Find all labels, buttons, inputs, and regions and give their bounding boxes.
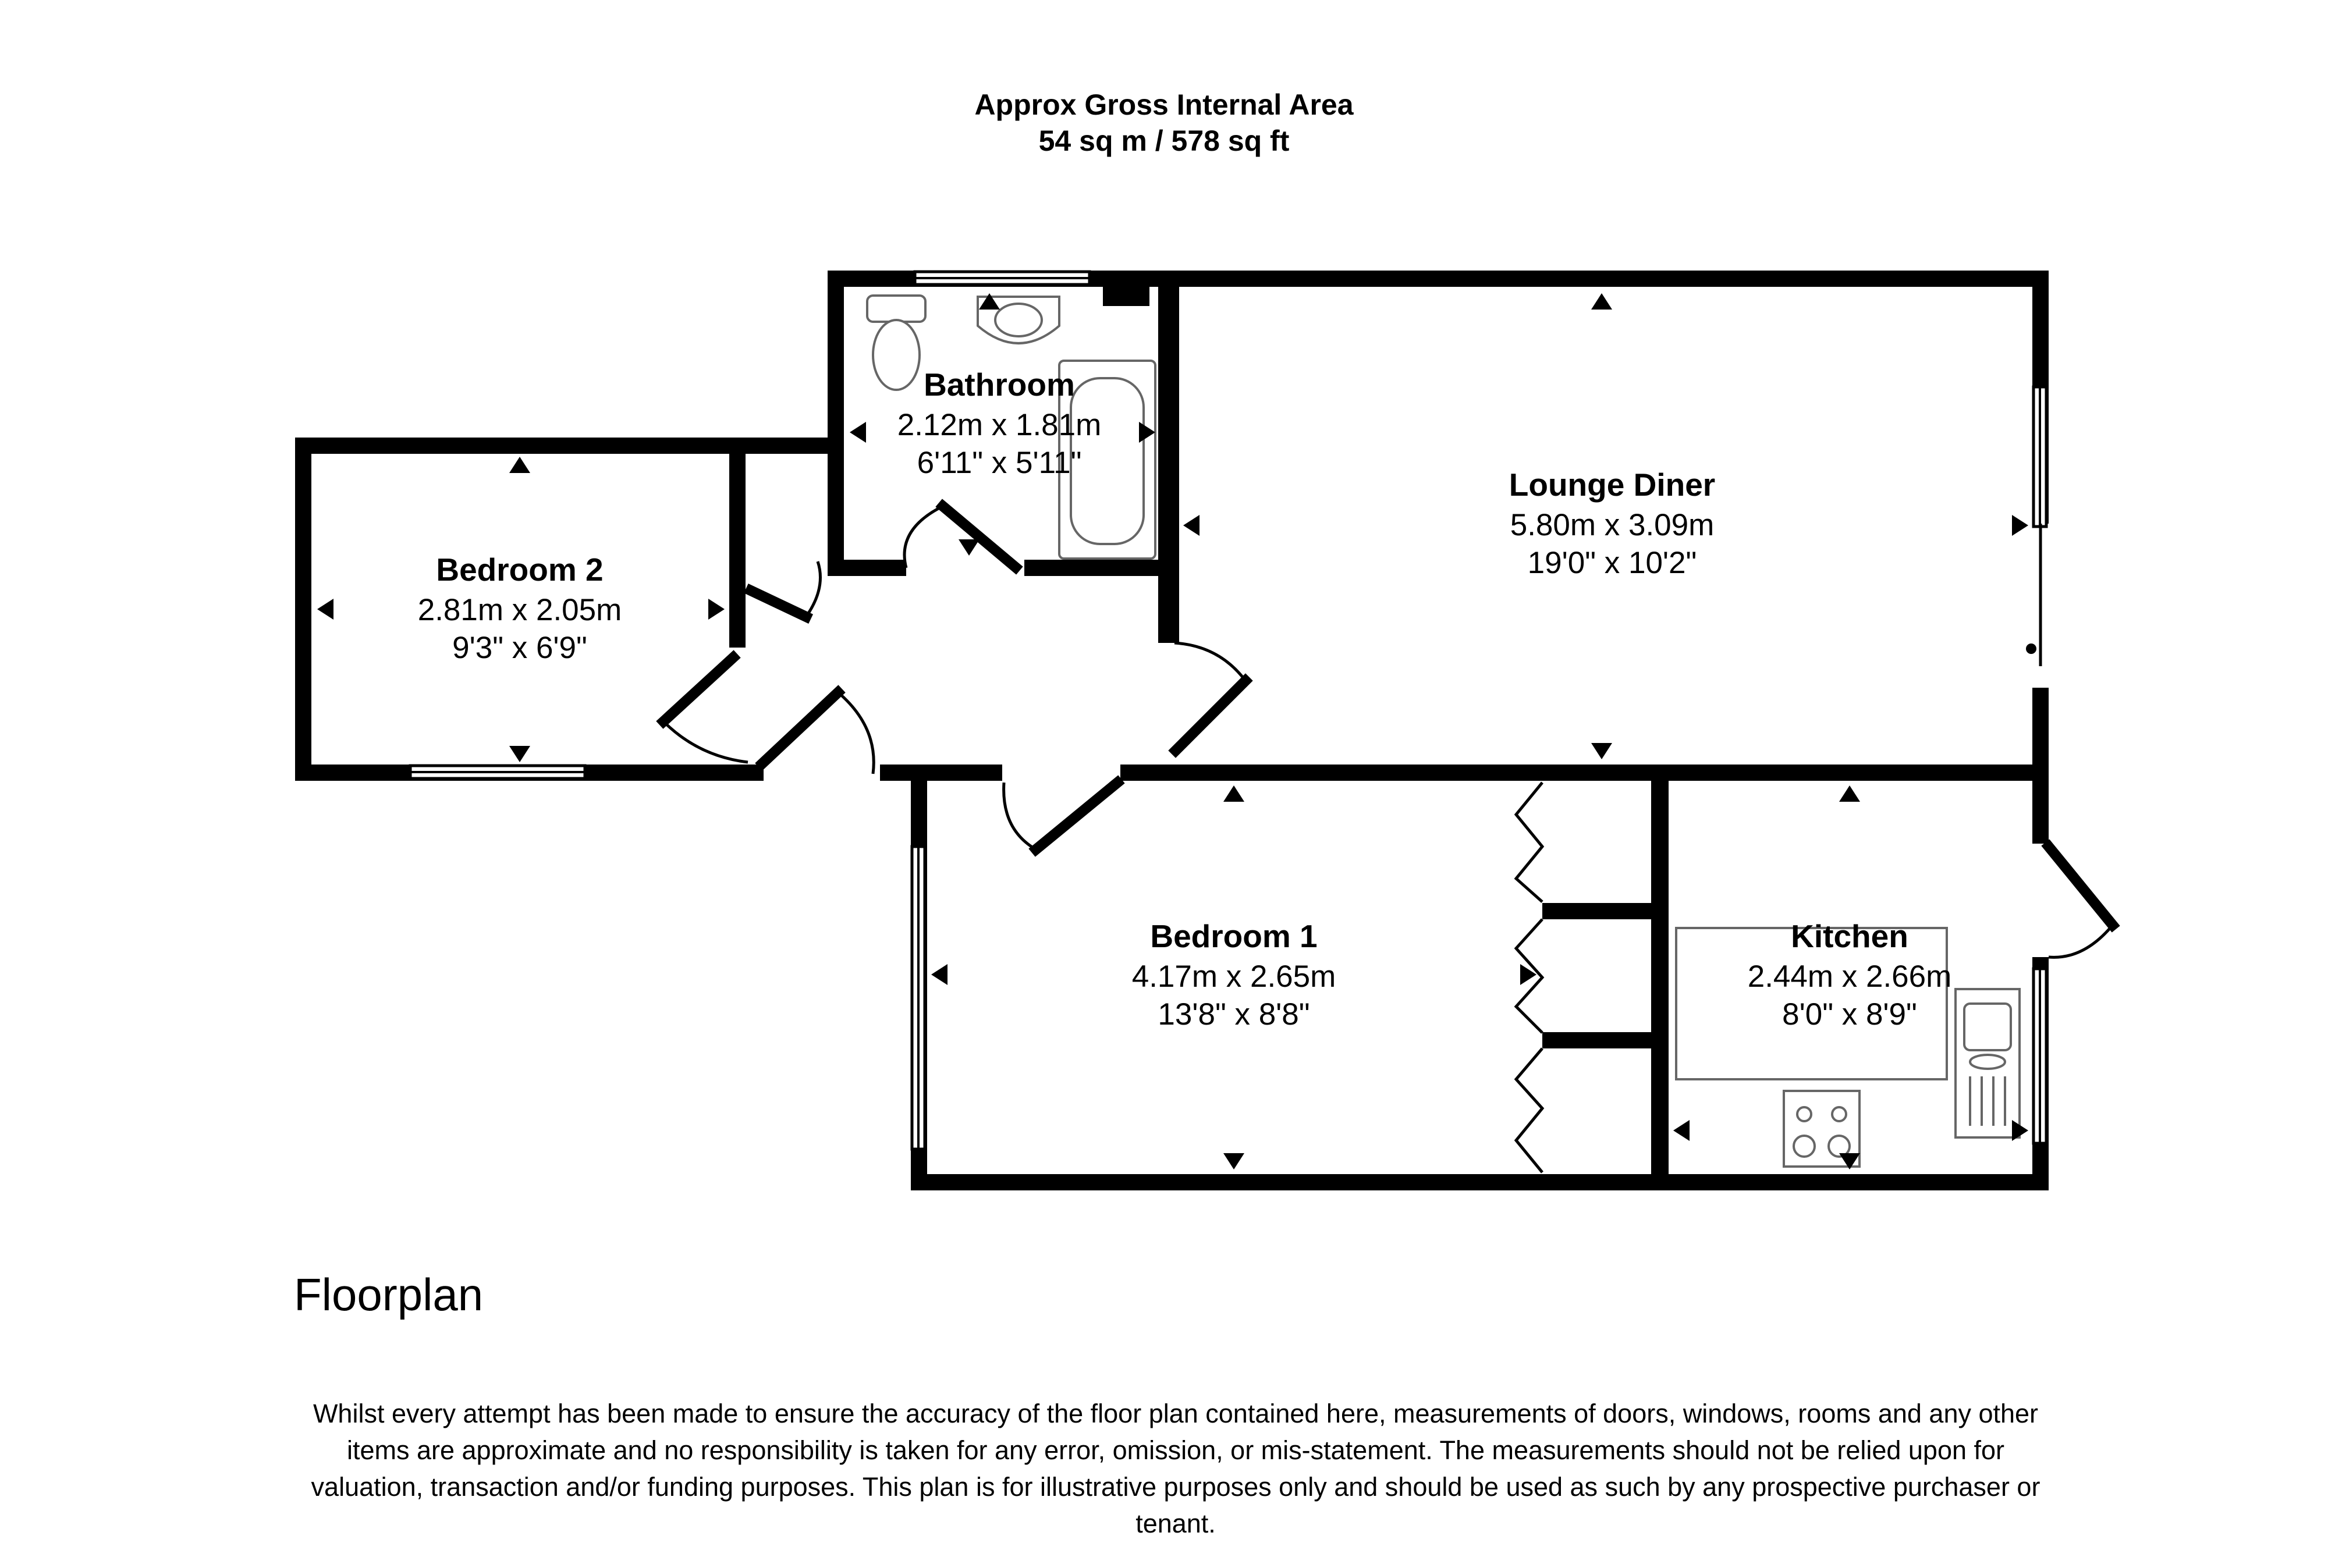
arrow-left-icon: [1673, 1120, 1690, 1141]
door-swing: [806, 561, 821, 617]
arrow-down-icon: [959, 539, 980, 556]
room-label-lounge: [1509, 467, 1715, 580]
room-label-bathroom: [897, 367, 1102, 480]
arrow-left-icon: [850, 422, 866, 443]
room-imperial: 13'8" x 8'8": [1158, 997, 1310, 1032]
room-metric: 4.17m x 2.65m: [1131, 959, 1336, 994]
toilet-icon: [867, 296, 925, 390]
wall: [828, 560, 906, 576]
door-swing: [1174, 643, 1245, 681]
room-label-bedroom1: [1132, 918, 1336, 1032]
room-name: Bedroom 1: [1150, 918, 1318, 954]
arrow-down-icon: [509, 746, 530, 762]
arrow-left-icon: [931, 964, 947, 985]
hall-wall: [762, 692, 838, 763]
room-imperial: 9'3" x 6'9": [452, 631, 587, 665]
arrow-right-icon: [708, 599, 725, 620]
door-swing: [904, 506, 943, 568]
disclaimer: Whilst every attempt has been made to ensure the accuracy of the floor plan contained here, measurements of doors, windows, rooms and any other items are approximate and no responsibility is taken for any error, omission, or mis-statement. The measurements should not be relied upon for valuation, transaction and/or funding purposes. This plan is for illustrative purposes only and should be used as such by any prospective purchaser or tenant.: [311, 1399, 2040, 1538]
wall: [1542, 903, 1669, 919]
room-name: Lounge Diner: [1509, 467, 1716, 503]
doors: [663, 506, 2113, 1172]
wall: [1651, 781, 1669, 1174]
room-imperial: 6'11" x 5'11": [917, 446, 1082, 480]
room-name: Bedroom 2: [436, 552, 604, 588]
room-imperial: 8'0" x 8'9": [1782, 997, 1917, 1032]
sink-icon: [1956, 989, 2020, 1137]
floorplan-label: Floorplan: [294, 1269, 484, 1320]
arrow-left-icon: [1183, 515, 1200, 536]
door-swing: [663, 721, 748, 762]
door-swing: [1004, 783, 1036, 849]
wall: [1120, 765, 1868, 781]
wardrobe-door: [1516, 1048, 1542, 1172]
wall: [295, 438, 311, 781]
wall: [1807, 765, 2049, 781]
room-name: Bathroom: [924, 367, 1075, 403]
wall: [1158, 271, 1179, 643]
arrow-up-icon: [1839, 785, 1860, 802]
walls: [295, 271, 2049, 1190]
room-metric: 2.81m x 2.05m: [417, 593, 622, 627]
arrow-right-icon: [2012, 515, 2028, 536]
door-swing: [838, 692, 874, 774]
arrow-up-icon: [1223, 785, 1244, 802]
arrow-down-icon: [1591, 743, 1612, 759]
door-leaf: [2049, 847, 2113, 925]
arrow-up-icon: [509, 457, 530, 473]
area-value: 54 sq m / 578 sq ft: [1038, 125, 1290, 157]
wall: [1542, 1032, 1669, 1048]
room-label-bedroom2: [418, 552, 622, 665]
wall: [880, 765, 1002, 781]
room-metric: 2.12m x 1.81m: [897, 408, 1102, 442]
room-metric: 2.44m x 2.66m: [1747, 959, 1952, 994]
door-leaf: [1176, 681, 1245, 751]
door-leaf: [751, 591, 806, 617]
area-title: Approx Gross Internal Area: [974, 88, 1354, 121]
wall: [729, 454, 746, 648]
wall: [1103, 287, 1149, 306]
arrow-up-icon: [1591, 293, 1612, 310]
room-name: Kitchen: [1791, 918, 1908, 954]
wall: [828, 271, 844, 576]
wardrobe-door: [1516, 783, 1542, 902]
door-swing: [2049, 925, 2113, 957]
room-label-kitchen: [1748, 918, 1952, 1032]
wall: [1024, 560, 1174, 576]
wall: [911, 1174, 2049, 1190]
wall: [295, 438, 828, 454]
door-leaf: [1036, 783, 1117, 849]
room-imperial: 19'0" x 10'2": [1527, 546, 1697, 580]
arrow-down-icon: [1223, 1153, 1244, 1169]
hall-wall: [663, 657, 733, 721]
door-leaf: [943, 506, 1016, 567]
room-metric: 5.80m x 3.09m: [1510, 508, 1715, 542]
arrow-left-icon: [317, 599, 333, 620]
